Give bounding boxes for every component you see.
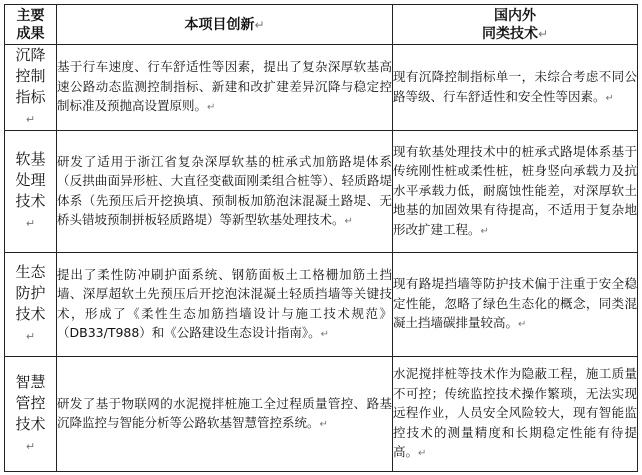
row-label-smart-control xyxy=(5,357,57,472)
paragraph-mark: ↵ xyxy=(254,17,265,32)
domestic-text: 现有路堤挡墙等防护技术偏于注重于安全稳定性能，忽略了绿色生态化的概念，同类混凝土挡墙碳排量较高。 xyxy=(393,276,637,331)
comparison-table xyxy=(4,4,638,472)
paragraph-mark: ↵ xyxy=(518,319,527,331)
paragraph-mark: ↵ xyxy=(537,26,549,41)
innovation-text: 基于行车速度、行车舒适性等因素，提出了复杂深厚软基高速公路动态监测控制指标、新建和改扩建差异沉降与稳定控制标准及预抛高设置原则。 xyxy=(57,59,392,114)
domestic-text: 现有软基处理技术中的桩承式路堤体系基于传统刚性桩或柔性桩，桩身竖向承载力及抗水平承载力低，耐腐蚀性能差，对深厚软土地基的加固效果有待提高，不适用于复杂地形改扩建工程。 xyxy=(393,143,637,237)
paragraph-mark: ↵ xyxy=(25,330,36,343)
table-row xyxy=(5,357,638,472)
innovation-cell xyxy=(57,253,393,357)
paragraph-mark: ↵ xyxy=(320,329,329,340)
table-row xyxy=(5,45,638,131)
paragraph-mark: ↵ xyxy=(25,217,36,230)
paragraph-mark: ↵ xyxy=(605,92,614,104)
innovation-cell xyxy=(57,45,393,131)
domestic-cell xyxy=(393,45,638,131)
row-label-text: 沉降控制指标 xyxy=(15,46,46,106)
paragraph-mark: ↵ xyxy=(25,439,36,453)
innovation-cell xyxy=(57,131,393,253)
paragraph-mark: ↵ xyxy=(319,419,328,430)
table-row xyxy=(5,253,638,357)
row-label-settlement xyxy=(5,45,57,131)
header-main-results xyxy=(5,5,57,45)
paragraph-mark: ↵ xyxy=(207,102,216,114)
header-domestic-line1: 国内外 xyxy=(494,7,536,24)
row-label-text: 软基处理技术 xyxy=(15,150,46,210)
paragraph-mark: ↵ xyxy=(418,448,427,460)
row-label-ecological xyxy=(5,253,57,357)
innovation-cell xyxy=(57,357,393,472)
domestic-cell xyxy=(393,131,638,253)
paragraph-mark: ↵ xyxy=(344,216,353,227)
domestic-cell xyxy=(393,253,638,357)
header-domestic-line2: 同类技术 xyxy=(481,25,538,42)
paragraph-mark: ↵ xyxy=(480,225,489,237)
header-innovation xyxy=(57,5,393,45)
innovation-text: 研发了基于物联网的水泥搅拌桩施工全过程质量管控、路基沉降监控与智能分析等公路软基智慧管控系统。 xyxy=(57,395,392,430)
header-row xyxy=(5,5,638,45)
row-label-soft-foundation xyxy=(5,131,57,253)
innovation-text: 提出了柔性防冲刷护面系统、钢筋面板土工格栅加筋土挡墙、深厚超软土先预压后开挖泡沫混凝土轻质挡墙等关键技术，形成了《柔性生态加筋挡墙设计与施工技术规范》（DB33/T988）和《公路建设生态设计指南》。 xyxy=(57,266,392,340)
domestic-text: 水泥搅拌桩等技术作为隐蔽工程，施工质量不可控；传统监控技术操作繁琐，无法实现远程作业，人员安全风险较大，现有智能监控技术的测量精度和长期稳定性能有待提高。 xyxy=(393,366,637,460)
domestic-cell xyxy=(393,357,638,472)
table-row xyxy=(5,131,638,253)
row-label-text: 智慧管控技术 xyxy=(15,372,46,433)
paragraph-mark: ↵ xyxy=(25,113,36,126)
header-domestic-tech xyxy=(393,5,638,45)
row-label-text: 生态防护技术 xyxy=(15,263,46,323)
header-innovation-text: 本项目创新 xyxy=(184,16,255,33)
domestic-text: 现有沉降控制指标单一，未综合考虑不同公路等级、行车舒适性和安全性等因素。 xyxy=(393,69,637,104)
innovation-text: 研发了适用于浙江省复杂深厚软基的桩承式加筋路堤体系（反拱曲面异形桩、大直径变截面刚柔组合桩等）、轻质路堤体系（先预压后开挖换填、预制板加筋泡沫混凝土路堤、无桥头错坡预制拼板轻质路堤）等新型软基处理技术。 xyxy=(57,153,392,227)
header-main-results-text: 主要成果 xyxy=(16,7,45,42)
